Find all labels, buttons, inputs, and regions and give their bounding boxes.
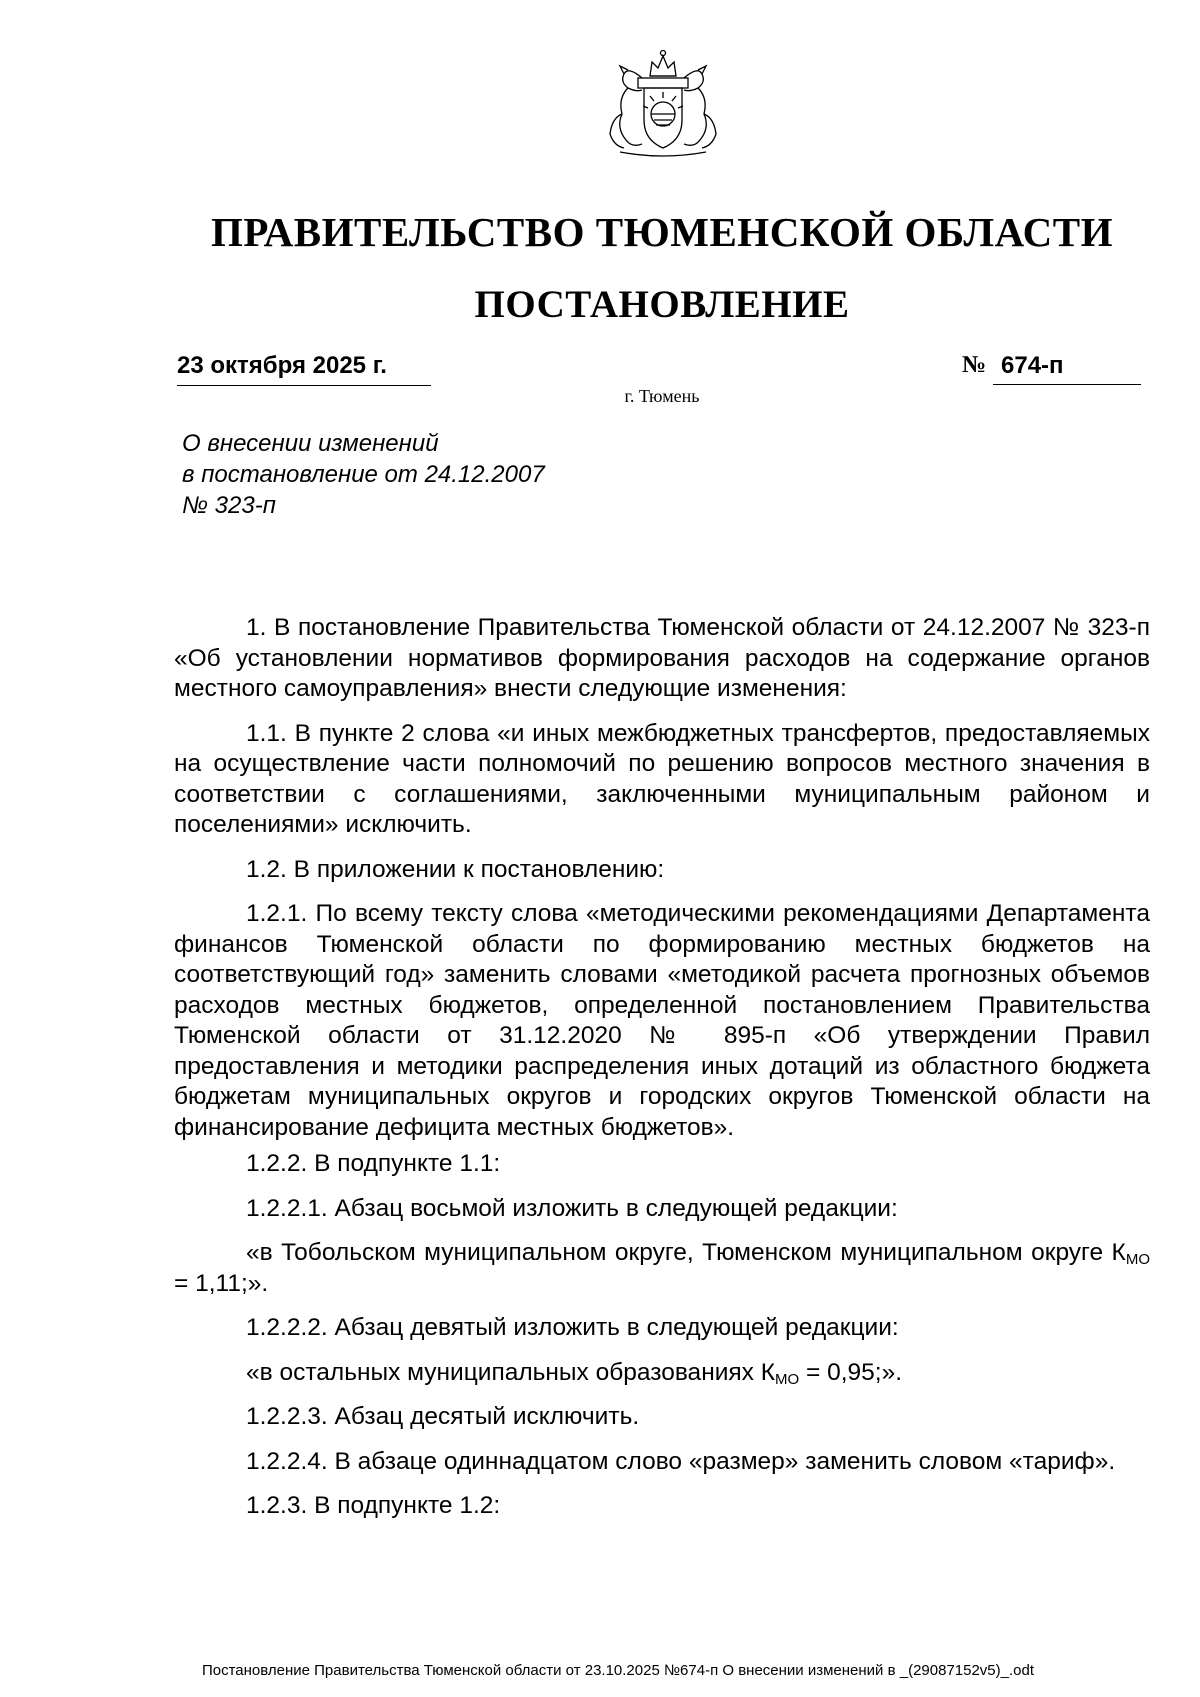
paragraph-1-2-2-3: 1.2.2.3. Абзац десятый исключить. [246,1403,640,1430]
number-sign: № [962,352,987,378]
subject-line: О внесении изменений [182,430,439,457]
paragraph-1-2-2-1: 1.2.2.1. Абзац восьмой изложить в следующей редакции: [246,1194,898,1222]
document-footer: Постановление Правительства Тюменской области от 23.10.2025 №674-п О внесении изменений в _(29087152v5)_.odt [201,1662,1035,1679]
government-title: ПРАВИТЕЛЬСТВО ТЮМЕНСКОЙ ОБЛАСТИ [210,209,1113,255]
paragraph-1-2-3: 1.2.3. В подпункте 1.2: [246,1492,501,1519]
decree-subject [182,428,545,521]
paragraph-1-2-1: 1.2.1. По всему тексту слова «методическими рекомендациями Департамента финансов Тюменской области по формированию местных бюджетов на соответствующий год» заменить словами «методикой расчета прогнозных объемов расходов местных бюджетов, определенной постановлением Правительства Тюменской области от 31.12.2020 № 895-п «Об утверждении Правил предоставления и методики распределения иных дотаций из областного бюджета бюджетам муниципальных округов и городских округов Тюменской области на финансирование дефицита местных бюджетов». [174,900,1150,1141]
coat-of-arms-emblem [598,48,728,160]
decree-date: 23 октября 2025 г. [177,352,431,386]
text-fragment: «в Тобольском муниципальном округе, Тюменском муниципальном округе К [246,1239,1126,1266]
paragraph-1-2-2-4: 1.2.2.4. В абзаце одиннадцатом слово «размер» заменить словом «тариф». [246,1447,1116,1475]
city-name: г. Тюмень [624,386,700,406]
subject-line: № 323-п [182,492,276,519]
subscript: МО [775,1370,800,1388]
document-type-title: ПОСТАНОВЛЕНИЕ [474,283,850,326]
text-fragment: = 1,11;». [174,1269,269,1297]
subscript: МО [1125,1251,1150,1268]
paragraph-1-2-2: 1.2.2. В подпункте 1.1: [246,1150,501,1177]
subject-line: в постановление от 24.12.2007 [182,461,545,488]
paragraph-1-1: 1.1. В пункте 2 слова «и иных межбюджетных трансфертов, предоставляемых на осуществление части полномочий по решению вопросов местного значения в соответствии с соглашениями, заключенными муниципальным районом и поселениями» исключить. [174,719,1150,838]
paragraph-1-2: 1.2. В приложении к постановлению: [246,855,665,883]
decree-body [174,613,1150,1536]
paragraph-tobolsk-coefficient [174,1238,1150,1299]
paragraph-other-coefficient [174,1358,1150,1389]
decree-number: 674-п [993,352,1141,385]
paragraph-1-2-2-2: 1.2.2.2. Абзац девятый изложить в следующей редакции: [246,1314,899,1341]
text-fragment: «в остальных муниципальных образованиях К [246,1358,775,1386]
text-fragment: = 0,95;». [799,1358,903,1386]
paragraph-1: 1. В постановление Правительства Тюменской области от 24.12.2007 № 323-п «Об установлении нормативов формирования расходов на содержание органов местного самоуправления» внести следующие изменения: [174,614,1150,702]
